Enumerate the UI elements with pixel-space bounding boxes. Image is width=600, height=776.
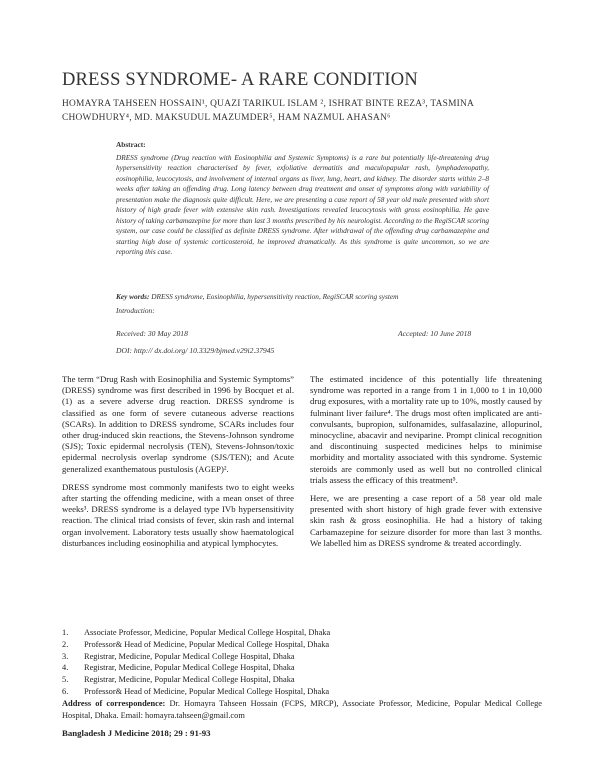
right-column: [310, 374, 542, 556]
footnote-item: [62, 674, 542, 686]
introduction-heading: Introduction:: [116, 306, 155, 315]
footnote-number: 3.: [62, 651, 69, 661]
paper-title: DRESS SYNDROME- A RARE CONDITION: [62, 70, 418, 90]
abstract-text: DRESS syndrome (Drug reaction with Eosinophilia and Systemic Symptoms) is a rare but potentially life-threatening drug hypersensitivity reaction characterised by fever, exfoliative dermatitis and maculopapular rash, lymphadenopathy, eosinophilia, leucocytosis, and involvement of internal organs as liver, lung, heart, and kidney. The disorder starts within 2–8 weeks after taking an offending drug. Long latency between drug treatment and onset of symptoms along with variability of presentation make the diagnosis quite difficult. Here, we are presenting a case report of 58 year old male presented with short history of high grade fever with extensive skin rash. Investigations revealed leucocytosis with gross eosinophilia. He gave history of taking carbamazepine for more than last 3 months prescribed by his neurologist. According to the RegiSCAR scoring system, our case could be classified as definite DRESS syndrome. After withdrawal of the offending drug carbamazepine and starting high dose of systemic corticosteroid, he improved dramatically. As this syndrome is quite uncommon, so we are reporting this case.: [116, 152, 489, 256]
abstract-label: Abstract:: [116, 140, 146, 149]
footnote-text: Associate Professor, Medicine, Popular Medical College Hospital, Dhaka: [84, 628, 331, 637]
footnote-text: Professor& Head of Medicine, Popular Medical College Hospital, Dhaka: [84, 639, 330, 649]
footnote-text: Registrar, Medicine, Popular Medical College Hospital, Dhaka: [84, 675, 295, 685]
right-paragraph: The estimated incidence of this potentially life threatening syndrome was reported in a range from 1 in 1,000 to 1 in 10,000 drug exposures, with a mortality rate up to 10%, mostly caused by fulminant liver failure⁴. The drugs most often implicated are anti-convulsants, bupropion, sulfonamides, sulfasalazine, allopurinol, minocycline, abacavir and neviparine. Prompt clinical recognition and discontinuing suspected medicines helps to minimise morbidity and mortality associated with this syndrome. Systemic steroids are commonly used as well but no controlled clinical trials assess the efficacy of this treatment⁵.: [310, 374, 542, 485]
footnote-item: [62, 662, 542, 674]
footnote-item: [62, 651, 542, 663]
footnote-number: 5.: [62, 675, 69, 685]
keywords-section: [116, 292, 501, 303]
author-list: HOMAYRA TAHSEEN HOSSAIN¹, QUAZI TARIKUL ISLAM ², ISHRAT BINTE REZA³, TASMINA CHOWDHURY⁴, MD. MAKSUDUL MAZUMDER⁵, HAM NAZMUL AHASAN⁶: [62, 99, 474, 123]
footnote-item: [62, 627, 542, 639]
abstract-section: [116, 140, 489, 258]
keywords-label: Key words:: [116, 292, 150, 301]
right-paragraph: Here, we are presenting a case report of a 58 year old male presented with short history of high grade fever with extensive skin rash & gross eosinophilia. He had a history of taking Carbamazepine for seizure disorder for more than last 3 months. We labelled him as DRESS syndrome & treated accordingly.: [310, 493, 542, 548]
footnote-text: Registrar, Medicine, Popular Medical College Hospital, Dhaka: [84, 651, 295, 661]
footnote-text: Professor& Head of Medicine, Popular Medical College Hospital, Dhaka: [84, 686, 330, 696]
footnote-item: [62, 639, 542, 651]
footnote-number: 4.: [62, 663, 69, 673]
footnote-number: 2.: [62, 639, 69, 649]
accepted-date: Accepted: 10 June 2018: [398, 329, 472, 338]
left-column: [62, 374, 294, 556]
correspondence-text: Dr. Homayra Tahseen Hossain (FCPS, MRCP), Associate Professor, Medicine, Popular Medical College Hospital, Dhaka. Email: homayra.tahseen@gmail.com: [62, 698, 542, 720]
left-paragraph: DRESS syndrome most commonly manifests two to eight weeks after starting the offending medicine, with a mean onset of three weeks³. DRESS syndrome is a delayed type IVb hypersensitivity reaction. The clinical triad consists of fever, skin rash and internal organ involvement. Laboratory tests usually show haematological disturbances including eosinophilia and atypical lymphocytes.: [62, 481, 294, 548]
footnote-number: 1.: [62, 628, 69, 637]
footnote-item: [62, 686, 542, 698]
footnote-text: Registrar, Medicine, Popular Medical College Hospital, Dhaka: [84, 663, 295, 673]
footnote-number: 6.: [62, 686, 69, 696]
journal-citation: Bangladesh J Medicine 2018; 29 : 91-93: [62, 728, 211, 738]
received-date: Received: 30 May 2018: [116, 329, 188, 338]
affiliation-footnotes: [62, 627, 542, 721]
correspondence-label: Address of correspondence:: [62, 698, 166, 708]
doi-line: DOI: http:// dx.doi.org/ 10.3329/bjmed.v29i2.37945: [116, 346, 275, 355]
left-paragraph: The term “Drug Rash with Eosinophilia and Systemic Symptoms” (DRESS) syndrome was first described in 1996 by Bocquet et al. (1) as a severe adverse drug reaction. DRESS syndrome is classified as one form of severe cutaneous adverse reactions (SCARs). In addition to DRESS syndrome, SCARs includes four other drug-induced skin reactions, the Stevens-Johnson syndrome (SJS); Toxic epidermal necrolysis (TEN), Stevens-Johnson/toxic epidermal necrolysis overlap syndrome (SJS/TEN); and Acute generalized exanthematous pustulosis (AGEP)².: [62, 374, 294, 474]
keywords-text: DRESS syndrome, Eosinophilia, hypersensitivity reaction, RegiSCAR scoring system: [151, 292, 399, 301]
correspondence-address: [62, 698, 542, 722]
